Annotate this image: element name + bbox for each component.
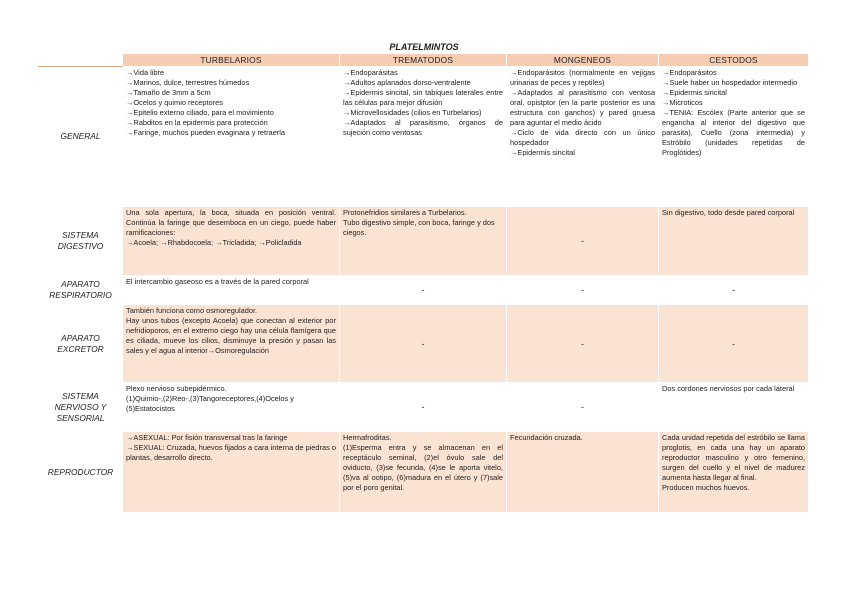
cell-line: →Acoela; →Rhabdocoela; →Tricladida; →Policladida bbox=[126, 238, 302, 247]
cell-line: →Epitelio externo ciliado, para el movimiento bbox=[126, 108, 274, 117]
table-cell bbox=[659, 305, 809, 383]
row-header-line: NERVIOSO Y bbox=[54, 401, 107, 412]
cell-line: Dos cordones nerviosos por cada lateral bbox=[662, 384, 795, 393]
row-header-line: RESPIRATORIO bbox=[49, 290, 112, 300]
cell-line: →ASEXUAL: Por fisión transversal tras la faringe bbox=[126, 433, 288, 442]
table-cell bbox=[659, 276, 809, 305]
row-header-line: APARATO bbox=[61, 279, 100, 289]
row-header-line: APARATO bbox=[61, 332, 100, 343]
cell-line: - bbox=[421, 338, 425, 349]
cell-line: Hermafroditas. bbox=[343, 433, 392, 442]
cell-line: →Endoparásitas bbox=[343, 68, 398, 77]
row-header bbox=[39, 305, 123, 383]
cell-line: →Vida libre bbox=[126, 68, 165, 77]
table-cell bbox=[507, 67, 659, 207]
row-header-line: EXCRETOR bbox=[57, 343, 104, 354]
table-cell bbox=[340, 207, 507, 276]
cell-line: Producen muchos huevos. bbox=[662, 483, 750, 492]
table-cell bbox=[659, 67, 809, 207]
row-header bbox=[39, 67, 123, 207]
table-cell bbox=[123, 383, 340, 432]
column-header: TREMATODOS bbox=[340, 54, 507, 67]
cell-line: - bbox=[581, 236, 584, 246]
header-row bbox=[39, 54, 809, 67]
cell-line: →Faringe, muchos pueden evaginara y retraerla bbox=[126, 128, 285, 137]
row-header-line: SISTEMA bbox=[62, 390, 99, 401]
cell-line: - bbox=[581, 338, 584, 349]
table-cell bbox=[507, 432, 659, 513]
table-row bbox=[39, 207, 809, 276]
table-cell bbox=[340, 276, 507, 305]
cell-line: El intercambio gaseoso es a través de la pared corporal bbox=[126, 277, 309, 286]
cell-line: →TENIA: Escólex (Parte anterior que se engancha al interior del digestivo que parasita), Cuello (zona intermedia) y Estróbilo (unidades repetidas de Proglótides) bbox=[662, 108, 805, 157]
cell-line: - bbox=[581, 285, 584, 295]
cell-line: →Epidermis sincital bbox=[662, 88, 727, 97]
cell-line: - bbox=[732, 285, 735, 295]
cell-line: (1)Quimio-,(2)Reo-,(3)Tangoreceptores,(4)Ocelos y (5)Estatocistos bbox=[126, 394, 294, 413]
table-cell bbox=[123, 276, 340, 305]
cell-line: Protonefridios similares a Turbelarios. bbox=[343, 208, 467, 217]
row-header-line: REPRODUCTOR bbox=[47, 466, 114, 477]
platelmintos-table bbox=[38, 53, 809, 513]
cell-line: →Microticos bbox=[662, 98, 703, 107]
table-title: PLATELMINTOS bbox=[389, 42, 459, 52]
cell-line: Hay unos tubos (excepto Acoela) que conectan al exterior por nefridioporos, en el extremo ciego hay una célula flamígera que es ciliada, mueve los cilios, disminuye la presión y pasan las sales y el agua al interior→Osmoregulación bbox=[126, 316, 336, 355]
table-cell bbox=[659, 383, 809, 432]
table-body bbox=[39, 67, 809, 513]
table-row bbox=[39, 305, 809, 383]
column-header: MONGENEOS bbox=[507, 54, 659, 67]
table-row bbox=[39, 432, 809, 513]
cell-line: →Epidermis sincital, sin tabiques laterales entre las células para mejor difusión bbox=[343, 88, 503, 107]
cell-line: →SEXUAL: Cruzada, huevos fijados a cara interna de piedras o plantas, desarrollo directo. bbox=[126, 443, 336, 462]
cell-line: También funciona como osmoregulador. bbox=[126, 306, 258, 315]
cell-line: →Microvellosidades (cilios en Turbelarios) bbox=[343, 108, 482, 117]
cell-line: →Epidermis sincital bbox=[510, 148, 575, 157]
row-header bbox=[39, 276, 123, 305]
row-header bbox=[39, 383, 123, 432]
table-row bbox=[39, 276, 809, 305]
row-header-line: DIGESTIVO bbox=[57, 241, 104, 251]
row-header-line: SISTEMA bbox=[62, 230, 99, 240]
cell-line: →Endoparásitos (normalmente en vejigas urinarias de peces y reptiles) bbox=[510, 68, 655, 87]
table-cell bbox=[123, 67, 340, 207]
cell-line: - bbox=[581, 402, 584, 412]
row-header-line: GENERAL bbox=[60, 131, 101, 141]
column-header: CESTODOS bbox=[659, 54, 809, 67]
table-cell bbox=[123, 432, 340, 513]
cell-line: - bbox=[421, 402, 425, 412]
cell-line: →Adaptados al parasitismo con ventosa oral, opistptor (en la parte posterior es una estructura con ganchos) y pared gruesa para aguntar el medio ácido bbox=[510, 88, 655, 127]
table-cell bbox=[340, 67, 507, 207]
table-cell bbox=[507, 207, 659, 276]
table-cell bbox=[123, 305, 340, 383]
row-header bbox=[39, 207, 123, 276]
table-cell bbox=[659, 432, 809, 513]
table-row bbox=[39, 67, 809, 207]
cell-line: →Suele haber un hospedador intermedio bbox=[662, 78, 798, 87]
row-header-line: SENSORIAL bbox=[56, 412, 105, 423]
cell-line: Sin digestivo, todo desde pared corporal bbox=[662, 208, 795, 217]
cell-line: →Ocelos y quimio receptores bbox=[126, 98, 223, 107]
table-row bbox=[39, 383, 809, 432]
cell-line: - bbox=[421, 285, 425, 295]
table-cell bbox=[340, 305, 507, 383]
cell-line: Tubo digestivo simple, con boca, faringe y dos ciegos. bbox=[343, 218, 495, 237]
table-cell bbox=[507, 305, 659, 383]
cell-line: (1)Esperma entra y se almacenan en el receptáculo seminal, (2)el óvulo sale del oviducto, (3)se fecunda, (4)se le aporta vitelo, (5)va al ootipo, (6)madura en el útero y (7)sale por el poro genital. bbox=[343, 443, 503, 492]
table-cell bbox=[123, 207, 340, 276]
column-header: TURBELARIOS bbox=[123, 54, 340, 67]
cell-line: →Marinos, dulce, terrestres húmedos bbox=[126, 78, 250, 87]
cell-line: Plexo nervioso subepidérmico. bbox=[126, 384, 227, 393]
table-cell bbox=[507, 276, 659, 305]
table-cell bbox=[659, 207, 809, 276]
row-header bbox=[39, 432, 123, 513]
cell-line: →Rabditos en la epidermis para protección bbox=[126, 118, 268, 127]
cell-line: - bbox=[732, 338, 735, 349]
cell-line: →Adultos aplanados dorso-ventralente bbox=[343, 78, 471, 87]
cell-line: Cada unidad repetida del estróbilo se llama proglotis, en cada una hay un aparato reproductor masculino y otro femenino, surgen del cuello y el nivel de madurez aumenta hasta llegar al final. bbox=[662, 433, 805, 482]
table-cell bbox=[340, 383, 507, 432]
table-cell bbox=[507, 383, 659, 432]
cell-line: →Tamaño de 3mm a 5cm bbox=[126, 88, 211, 97]
corner-cell bbox=[39, 54, 123, 67]
cell-line: →Adaptados al parasitismo, órganos de sujeción como ventosas bbox=[343, 118, 503, 137]
cell-line: →Ciclo de vida directo con un único hospedador bbox=[510, 128, 655, 147]
cell-line: Fecundación cruzada. bbox=[510, 433, 583, 442]
cell-line: Una sola apertura, la boca, situada en posición ventral. Continúa la faringe que desemboca en un ciego, puede haber ramificaciones: bbox=[126, 208, 336, 237]
cell-line: →Endoparásitos bbox=[662, 68, 717, 77]
table-cell bbox=[340, 432, 507, 513]
